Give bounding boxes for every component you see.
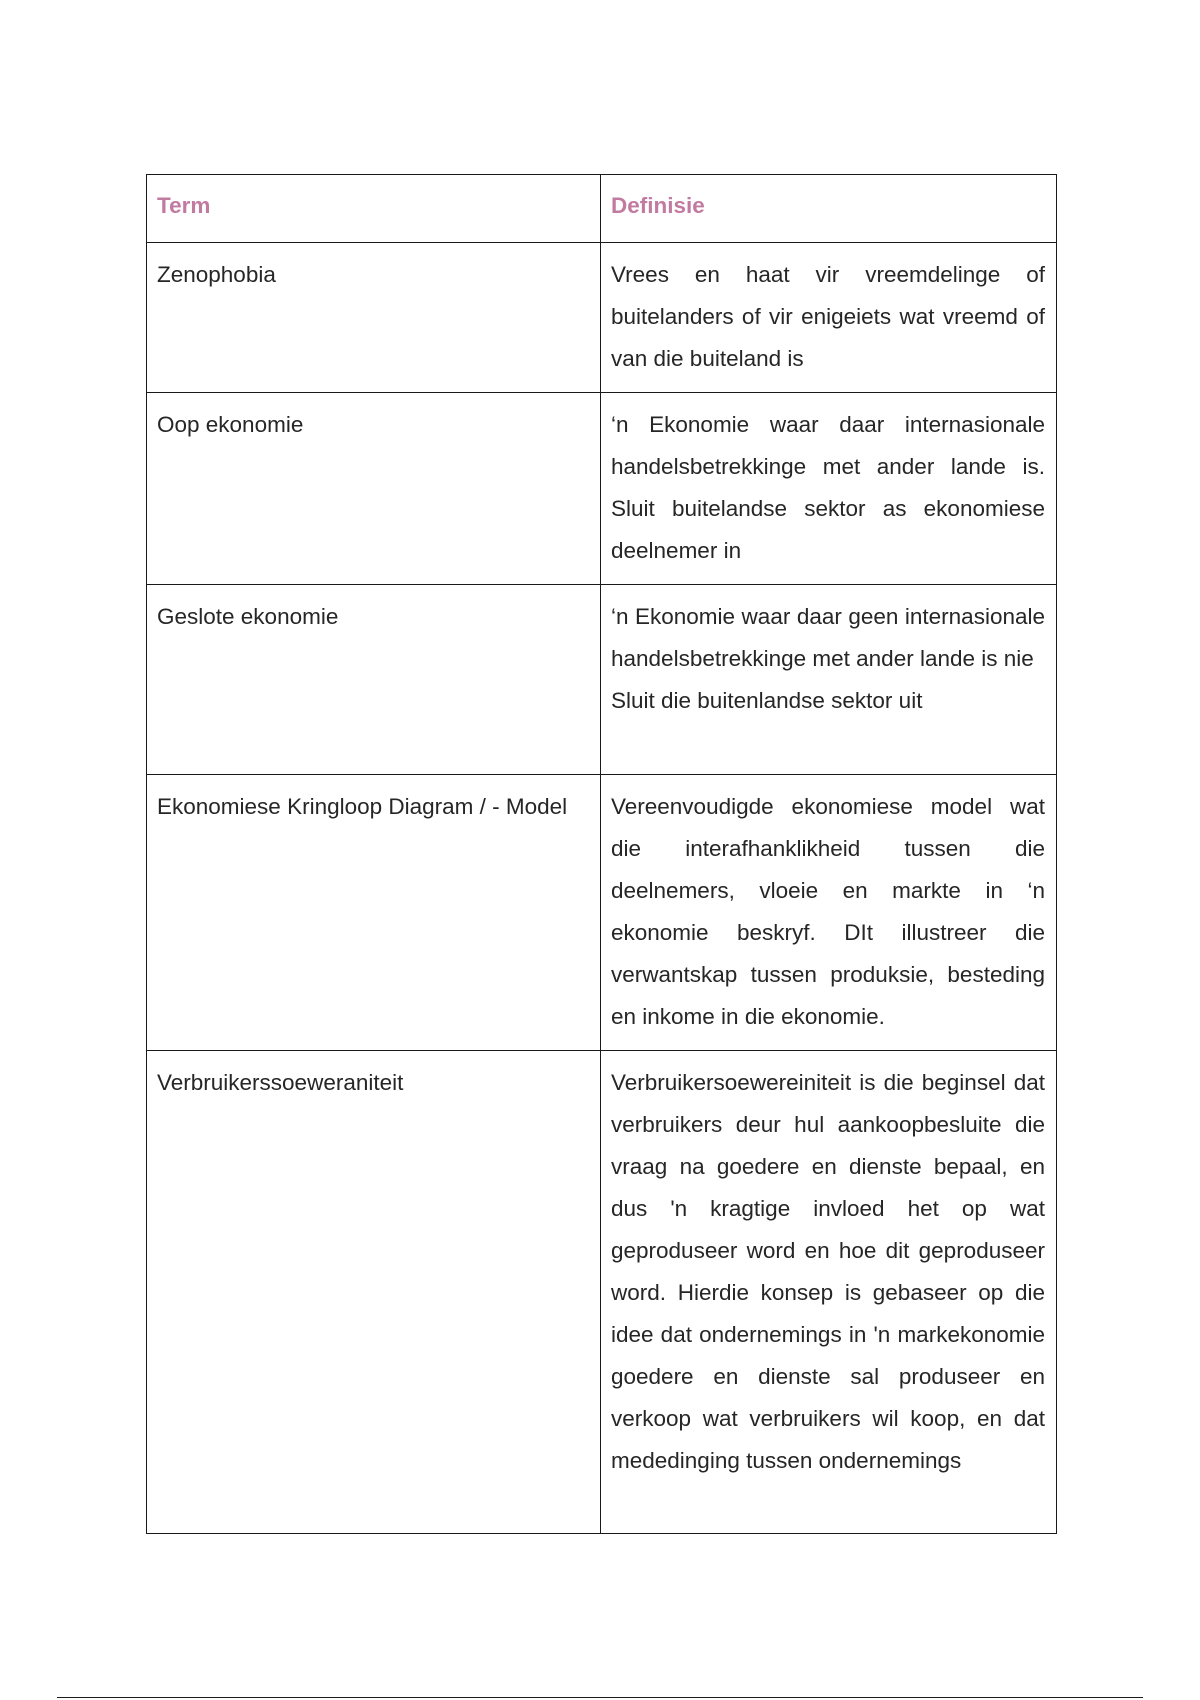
table-row (147, 1051, 1057, 1534)
term-cell: Geslote ekonomie (147, 585, 601, 775)
glossary-table (146, 174, 1057, 1534)
definition-cell: Vereenvoudigde ekonomiese model wat die interafhanklikheid tussen die deelnemers, vloeie en markte in ‘n ekonomie beskryf. DIt illustreer die verwantskap tussen produksie, besteding en inkome in die ekonomie. (601, 775, 1057, 1051)
term-column-header: Term (147, 175, 601, 243)
definition-cell: Vrees en haat vir vreemdelinge of buitelanders of vir enigeiets wat vreemd of van die buiteland is (601, 243, 1057, 393)
table-row (147, 243, 1057, 393)
term-cell: Zenophobia (147, 243, 601, 393)
definition-cell: Verbruikersoewereiniteit is die beginsel dat verbruikers deur hul aankoopbesluite die vraag na goedere en dienste bepaal, en dus 'n kragtige invloed het op wat geproduseer word en hoe dit geproduseer word. Hierdie konsep is gebaseer op die idee dat ondernemings in 'n markekonomie goedere en dienste sal produseer en verkoop wat verbruikers wil koop, en dat mededinging tussen ondernemings (601, 1051, 1057, 1534)
page-bottom-rule (57, 1697, 1143, 1698)
term-cell: Oop ekonomie (147, 393, 601, 585)
term-cell: Ekonomiese Kringloop Diagram / - Model (147, 775, 601, 1051)
definition-cell (601, 585, 1057, 775)
table-header-row (147, 175, 1057, 243)
definition-extra-text: Sluit die buitenlandse sektor uit (611, 688, 923, 713)
definition-text: ‘n Ekonomie waar daar geen internasionale handelsbetrekkinge met ander lande is nie (611, 604, 1045, 671)
definition-column-header: Definisie (601, 175, 1057, 243)
table-row (147, 585, 1057, 775)
definition-cell: ‘n Ekonomie waar daar internasionale handelsbetrekkinge met ander lande is. Sluit buitelandse sektor as ekonomiese deelnemer in (601, 393, 1057, 585)
term-cell: Verbruikerssoeweraniteit (147, 1051, 601, 1534)
table-row (147, 393, 1057, 585)
table-row (147, 775, 1057, 1051)
